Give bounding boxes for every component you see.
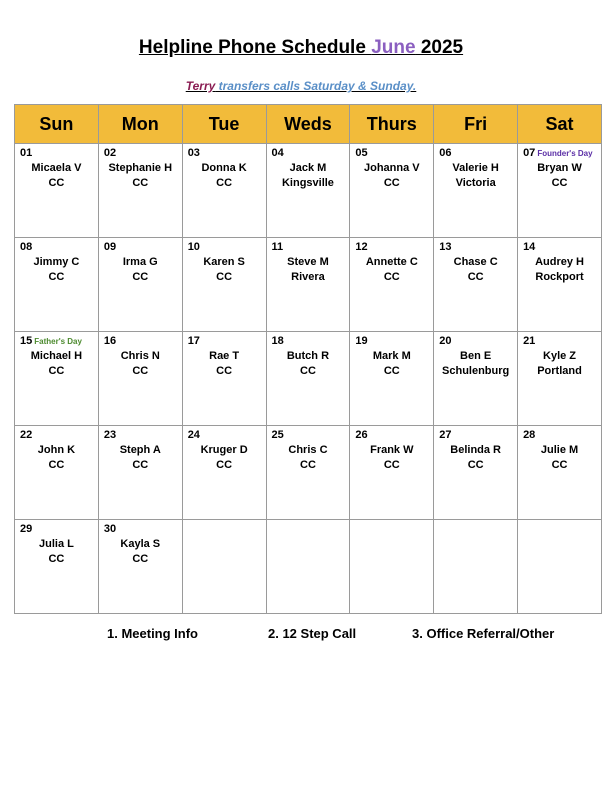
volunteer-location: Rockport	[535, 271, 584, 283]
day-cell-content	[99, 520, 182, 613]
day-number-line	[272, 429, 284, 441]
volunteer-info	[15, 443, 98, 473]
calendar-day-cell	[266, 238, 350, 332]
day-number: 22	[20, 429, 33, 441]
volunteer-info	[267, 255, 350, 285]
calendar-day-cell	[98, 238, 182, 332]
title-prefix: Helpline Phone Schedule	[138, 37, 372, 58]
day-number-line	[523, 241, 535, 253]
volunteer-location: CC	[48, 271, 65, 283]
day-number-line	[20, 429, 32, 441]
calendar-day-cell	[434, 426, 518, 520]
volunteer-location: CC	[216, 459, 233, 471]
day-number-line	[439, 241, 451, 253]
calendar-day-cell	[434, 332, 518, 426]
volunteer-name: Chris N	[120, 350, 160, 362]
volunteer-info	[99, 255, 182, 285]
day-number-line	[272, 335, 284, 347]
day-cell-content	[267, 426, 350, 519]
calendar-week-row	[15, 332, 602, 426]
day-cell-content	[99, 144, 182, 237]
volunteer-name: Julia L	[39, 538, 74, 550]
day-number-line	[439, 335, 451, 347]
day-cell-content	[183, 144, 266, 237]
volunteer-location: Portland	[537, 365, 582, 377]
day-number-line	[20, 147, 32, 159]
day-number-line	[20, 241, 32, 253]
volunteer-info	[183, 255, 266, 285]
calendar-day-cell	[518, 426, 602, 520]
calendar-day-cell	[266, 426, 350, 520]
volunteer-info	[99, 537, 182, 567]
subtitle-name: Terry	[185, 79, 216, 93]
day-number: 19	[355, 335, 368, 347]
day-cell-content	[267, 144, 350, 237]
title-month: June	[371, 37, 416, 58]
volunteer-name: Irma G	[122, 256, 158, 268]
volunteer-info	[15, 349, 98, 379]
day-cell-content	[183, 238, 266, 331]
volunteer-info	[434, 443, 517, 473]
calendar-day-cell	[98, 332, 182, 426]
calendar-table	[14, 104, 602, 614]
volunteer-name: Julie M	[540, 444, 579, 456]
calendar-day-cell	[182, 332, 266, 426]
volunteer-name: Audrey H	[535, 256, 584, 268]
volunteer-location: CC	[48, 177, 65, 189]
volunteer-info	[99, 161, 182, 191]
day-number: 01	[20, 147, 33, 159]
day-number-line	[104, 147, 116, 159]
day-cell-content	[518, 520, 601, 613]
volunteer-name: Frank W	[370, 444, 414, 456]
holiday-label: Father's Day	[34, 337, 82, 346]
volunteer-info	[99, 349, 182, 379]
day-cell-content	[518, 426, 601, 519]
day-number: 27	[439, 429, 452, 441]
volunteer-name: Chris C	[288, 444, 328, 456]
calendar-day-cell	[98, 144, 182, 238]
volunteer-info	[518, 443, 601, 473]
day-number-line	[272, 241, 284, 253]
volunteer-location: CC	[48, 365, 65, 377]
day-cell-content	[15, 426, 98, 519]
calendar-day-cell	[350, 144, 434, 238]
day-number-line	[355, 429, 367, 441]
calendar-day-cell	[434, 238, 518, 332]
volunteer-location: CC	[216, 271, 233, 283]
volunteer-location: CC	[300, 365, 316, 377]
volunteer-name: Ben E	[460, 350, 492, 362]
day-number: 13	[439, 241, 452, 253]
calendar-day-cell	[98, 426, 182, 520]
volunteer-location: Victoria	[455, 177, 496, 189]
volunteer-name: Belinda R	[450, 444, 501, 456]
day-number: 15	[20, 335, 33, 347]
volunteer-name: John K	[37, 444, 76, 456]
volunteer-location: CC	[467, 271, 484, 283]
day-number-line	[355, 335, 367, 347]
day-cell-content	[434, 144, 517, 237]
day-number-line	[272, 147, 284, 159]
volunteer-location: CC	[216, 177, 233, 189]
volunteer-location: CC	[300, 459, 316, 471]
day-number: 30	[103, 523, 117, 535]
day-cell-content	[350, 426, 433, 519]
volunteer-name: Kruger D	[200, 444, 248, 456]
title-year: 2025	[415, 37, 464, 58]
volunteer-location: CC	[383, 459, 400, 471]
day-number-line	[523, 429, 535, 441]
volunteer-location: CC	[132, 553, 149, 565]
day-cell-content	[350, 520, 433, 613]
volunteer-info	[350, 443, 433, 473]
volunteer-name: Stephanie H	[108, 162, 173, 174]
calendar-week-row	[15, 144, 602, 238]
calendar-day-cell	[182, 520, 266, 614]
day-cell-content	[434, 520, 517, 613]
volunteer-info	[350, 161, 433, 191]
calendar-week-row	[15, 520, 602, 614]
day-cell-content	[15, 144, 98, 237]
volunteer-info	[518, 255, 601, 285]
day-cell-content	[183, 520, 266, 613]
calendar-day-cell	[15, 144, 99, 238]
calendar-day-cell	[350, 332, 434, 426]
holiday-label: Founder's Day	[537, 149, 593, 158]
day-cell-content	[518, 332, 601, 425]
day-number-line	[20, 523, 32, 535]
volunteer-name: Jack M	[289, 162, 327, 174]
volunteer-info	[183, 161, 266, 191]
volunteer-name: Micaela V	[31, 162, 82, 174]
calendar-header-row	[15, 105, 602, 144]
volunteer-name: Annette C	[365, 256, 418, 268]
calendar-day-cell	[434, 520, 518, 614]
volunteer-location: CC	[383, 271, 400, 283]
volunteer-info	[183, 349, 266, 379]
day-number: 11	[271, 241, 284, 253]
calendar-week-row	[15, 238, 602, 332]
volunteer-info	[267, 161, 350, 191]
calendar-day-cell	[350, 238, 434, 332]
day-number: 18	[271, 335, 284, 347]
volunteer-location: CC	[48, 459, 65, 471]
volunteer-info	[99, 443, 182, 473]
day-cell-content	[15, 520, 98, 613]
day-number-line	[523, 147, 593, 159]
day-cell-content	[518, 238, 601, 331]
day-cell-content	[434, 332, 517, 425]
calendar-day-cell	[518, 238, 602, 332]
volunteer-info	[15, 537, 98, 567]
day-cell-content	[15, 332, 98, 425]
calendar-day-cell	[266, 332, 350, 426]
volunteer-location: CC	[132, 177, 149, 189]
legend-item-12-step-call: 2. 12 Step Call	[268, 626, 357, 641]
day-number: 14	[523, 241, 536, 253]
legend-item-meeting-info: 1. Meeting Info	[107, 626, 198, 641]
volunteer-location: CC	[132, 459, 149, 471]
volunteer-name: Jimmy C	[33, 256, 80, 268]
calendar-day-cell	[15, 520, 99, 614]
day-cell-content	[15, 238, 98, 331]
volunteer-name: Kayla S	[120, 538, 161, 550]
volunteer-info	[267, 349, 350, 379]
day-cell-content	[350, 238, 433, 331]
volunteer-name: Donna K	[201, 162, 247, 174]
day-number: 07	[523, 147, 536, 159]
day-number: 12	[355, 241, 368, 253]
volunteer-location: Kingsville	[281, 177, 334, 189]
day-cell-content	[183, 332, 266, 425]
day-number: 20	[439, 335, 452, 347]
day-number-line	[188, 335, 200, 347]
volunteer-location: Schulenburg	[442, 365, 510, 377]
volunteer-name: Johanna V	[363, 162, 420, 174]
day-number: 26	[355, 429, 368, 441]
volunteer-location: CC	[551, 459, 568, 471]
day-number-line	[188, 241, 200, 253]
calendar-day-cell	[15, 332, 99, 426]
volunteer-info	[434, 349, 517, 379]
volunteer-location: CC	[383, 365, 400, 377]
day-header-sat: Sat	[518, 105, 602, 144]
day-number-line	[355, 241, 367, 253]
calendar-day-cell	[182, 426, 266, 520]
day-number-line	[104, 523, 116, 535]
day-number-line	[20, 335, 82, 347]
volunteer-location: CC	[48, 553, 65, 565]
day-number-line	[355, 147, 367, 159]
day-number: 28	[523, 429, 536, 441]
calendar-day-cell	[98, 520, 182, 614]
day-cell-content	[267, 520, 350, 613]
day-number: 17	[187, 335, 200, 347]
day-cell-content	[99, 238, 182, 331]
calendar-day-cell	[15, 426, 99, 520]
volunteer-info	[15, 255, 98, 285]
day-number: 24	[187, 429, 200, 441]
day-number-line	[523, 335, 535, 347]
day-header-tue: Tue	[182, 105, 266, 144]
day-header-fri: Fri	[434, 105, 518, 144]
volunteer-info	[183, 443, 266, 473]
day-header-weds: Weds	[266, 105, 350, 144]
day-cell-content	[350, 144, 433, 237]
volunteer-info	[434, 161, 517, 191]
volunteer-info	[434, 255, 517, 285]
day-number-line	[439, 147, 451, 159]
day-number: 08	[20, 241, 33, 253]
day-cell-content	[267, 238, 350, 331]
day-number-line	[104, 241, 116, 253]
day-number: 16	[103, 335, 117, 347]
volunteer-name: Kyle Z	[543, 350, 577, 362]
calendar-day-cell	[434, 144, 518, 238]
calendar-day-cell	[518, 520, 602, 614]
day-number: 10	[187, 241, 200, 253]
calendar-day-cell	[266, 144, 350, 238]
legend-item-office-referral: 3. Office Referral/Other	[412, 626, 555, 641]
day-cell-content	[183, 426, 266, 519]
volunteer-location: CC	[551, 177, 568, 189]
day-number-line	[104, 335, 116, 347]
calendar-body	[15, 144, 602, 614]
day-number-line	[439, 429, 451, 441]
day-number: 04	[271, 147, 284, 159]
day-cell-content	[350, 332, 433, 425]
day-header-mon: Mon	[98, 105, 182, 144]
calendar-day-cell	[518, 332, 602, 426]
day-number: 21	[523, 335, 536, 347]
subtitle-text: transfers calls Saturday & Sunday.	[215, 79, 417, 93]
volunteer-location: CC	[383, 177, 400, 189]
volunteer-info	[518, 161, 601, 191]
volunteer-info	[15, 161, 98, 191]
calendar-day-cell	[182, 144, 266, 238]
volunteer-name: Rae T	[209, 350, 240, 362]
volunteer-location: CC	[216, 365, 233, 377]
volunteer-info	[518, 349, 601, 379]
day-cell-content	[267, 332, 350, 425]
day-number: 03	[187, 147, 200, 159]
day-number-line	[188, 147, 200, 159]
day-cell-content	[434, 426, 517, 519]
day-header-sun: Sun	[15, 105, 99, 144]
calendar-day-cell	[182, 238, 266, 332]
day-number-line	[188, 429, 200, 441]
volunteer-name: Mark M	[372, 350, 411, 362]
day-cell-content	[99, 426, 182, 519]
calendar-day-cell	[350, 426, 434, 520]
calendar-week-row	[15, 426, 602, 520]
day-number: 29	[20, 523, 33, 535]
volunteer-info	[350, 255, 433, 285]
volunteer-info	[267, 443, 350, 473]
calendar-day-cell	[15, 238, 99, 332]
day-header-thurs: Thurs	[350, 105, 434, 144]
volunteer-name: Chase C	[453, 256, 498, 268]
subtitle	[0, 79, 602, 93]
day-cell-content	[518, 144, 601, 237]
calendar-day-cell	[266, 520, 350, 614]
volunteer-name: Karen S	[203, 256, 245, 268]
calendar-day-cell	[350, 520, 434, 614]
day-cell-content	[434, 238, 517, 331]
volunteer-name: Michael H	[30, 350, 83, 362]
day-number-line	[104, 429, 116, 441]
volunteer-location: CC	[132, 365, 149, 377]
volunteer-name: Steph A	[119, 444, 161, 456]
volunteer-location: CC	[132, 271, 149, 283]
volunteer-location: CC	[467, 459, 484, 471]
page-title	[0, 37, 602, 59]
volunteer-name: Butch R	[286, 350, 330, 362]
volunteer-name: Steve M	[287, 256, 329, 268]
day-number: 25	[271, 429, 284, 441]
calendar-day-cell	[518, 144, 602, 238]
day-cell-content	[99, 332, 182, 425]
day-number: 05	[355, 147, 368, 159]
day-number: 23	[103, 429, 117, 441]
day-number: 02	[103, 147, 117, 159]
volunteer-name: Bryan W	[537, 162, 582, 174]
volunteer-name: Valerie H	[452, 162, 499, 174]
volunteer-location: Rivera	[291, 271, 325, 283]
day-number: 09	[103, 241, 117, 253]
volunteer-info	[350, 349, 433, 379]
day-number: 06	[439, 147, 452, 159]
